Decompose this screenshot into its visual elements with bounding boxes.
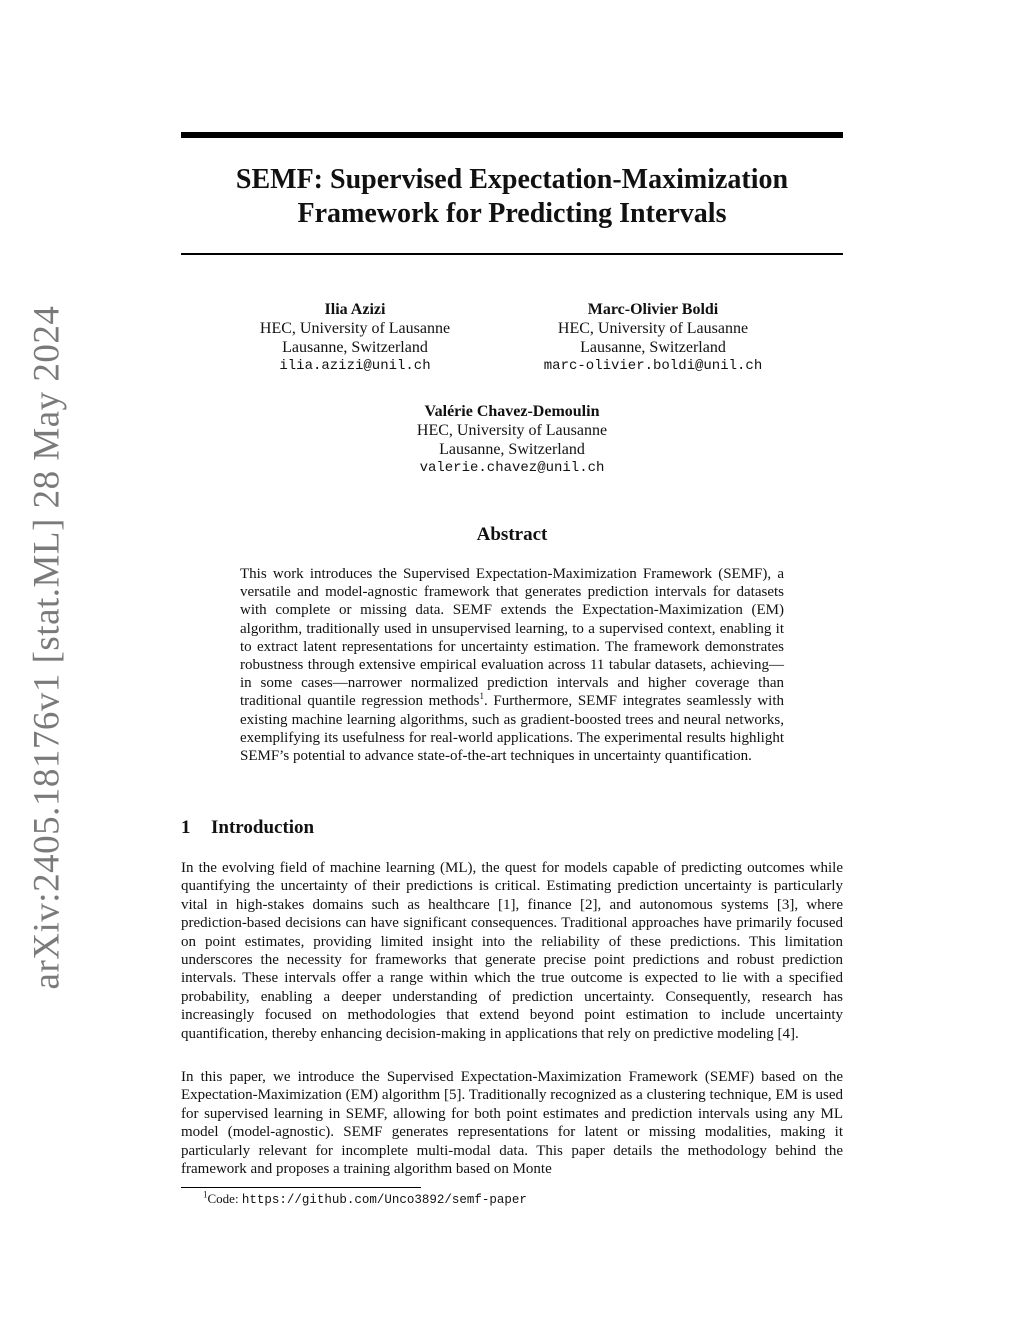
- intro-paragraph-1: In the evolving field of machine learning (ML), the quest for models capable of predicting outcomes while quantifying the uncertainty of their predictions is critical. Estimating prediction uncertainty is particularly vital in high-stakes domains such as healthcare [1], finance [2], and autonomous systems [3], where prediction-based decisions can have significant consequences. Traditional approaches have primarily focused on point estimates, providing limited insight into the reliability of these predictions. This limitation underscores the necessity for frameworks that generate precise point predictions and robust prediction intervals. These intervals offer a range within which the true outcome is expected to lie with a specified probability, enabling a deeper understanding of prediction uncertainty. Consequently, research has increasingly focused on methodologies that extend beyond point estimation to include uncertainty quantification, thereby enhancing decision-making in applications that rely on predictive modeling [4].: [181, 860, 843, 1042]
- section-heading: [181, 817, 314, 839]
- author-block-1: [255, 300, 455, 376]
- author-location: Lausanne, Switzerland: [580, 339, 726, 356]
- author-affiliation: HEC, University of Lausanne: [416, 422, 608, 439]
- abstract-body: [240, 565, 784, 765]
- arxiv-identifier: [20, 305, 74, 990]
- title-line-1: SEMF: Supervised Expectation-Maximization: [235, 164, 789, 195]
- author-name: Valérie Chavez-Demoulin: [424, 403, 600, 420]
- author-location: Lausanne, Switzerland: [439, 441, 585, 458]
- title-line-2: Framework for Predicting Intervals: [297, 198, 727, 229]
- footnote: [203, 1190, 527, 1209]
- section-title: Introduction: [211, 817, 315, 838]
- footnote-code-link[interactable]: https://github.com/Unco3892/semf-paper: [241, 1193, 527, 1207]
- author-affiliation: HEC, University of Lausanne: [259, 320, 451, 337]
- author-name: Ilia Azizi: [324, 301, 386, 318]
- arxiv-identifier-text: arXiv:2405.18176v1 [stat.ML] 28 May 2024: [26, 305, 68, 990]
- author-block-3: [392, 402, 632, 478]
- footnote-mark[interactable]: 1: [479, 691, 484, 702]
- author-affiliation: HEC, University of Lausanne: [557, 320, 749, 337]
- intro-paragraph-2: In this paper, we introduce the Supervised Expectation-Maximization Framework (SEMF) based on the Expectation-Maximization (EM) algorithm [5]. Traditionally recognized as a clustering technique, EM is used for supervised learning in SEMF, allowing for both point estimates and prediction intervals using any ML model (model-agnostic). SEMF generates representations for latent or missing modalities, making it particularly relevant for incomplete multi-modal data. This paper details the methodology behind the framework and proposes a training algorithm based on Monte: [181, 1069, 843, 1178]
- author-block-2: [533, 300, 773, 376]
- footnote-number: 1: [203, 1189, 208, 1200]
- paper-title: [181, 163, 843, 231]
- section-number: 1: [181, 817, 191, 838]
- title-top-rule: [181, 132, 843, 138]
- author-name: Marc-Olivier Boldi: [587, 301, 719, 318]
- abstract-text-part-1: This work introduces the Supervised Expectation-Maximization Framework (SEMF), a versatile and model-agnostic framework that generates prediction intervals for datasets with complete or missing data. SEMF extends the Expectation-Maximization (EM) algorithm, traditionally used in unsupervised learning, to a supervised context, enabling it to extract latent representations for uncertainty estimation. The framework demonstrates robustness through extensive empirical evaluation across 11 tabular datasets, achieving—in some cases—narrower normalized prediction intervals and higher coverage than traditional quantile regression methods: [240, 566, 784, 710]
- footnote-rule: [181, 1187, 421, 1188]
- author-email[interactable]: ilia.azizi@unil.ch: [279, 358, 431, 374]
- abstract-text-part-2: . Furthermore, SEMF integrates seamlessly with existing machine learning algorithms, such as gradient-boosted trees and neural networks, exemplifying its usefulness for real-world applications. The experimental results highlight SEMF’s potential to advance state-of-the-art techniques in uncertainty quantification.: [240, 693, 784, 765]
- author-location: Lausanne, Switzerland: [282, 339, 428, 356]
- abstract-heading: Abstract: [476, 524, 548, 545]
- title-bottom-rule: [181, 253, 843, 255]
- author-email[interactable]: marc-olivier.boldi@unil.ch: [543, 358, 763, 374]
- author-email[interactable]: valerie.chavez@unil.ch: [419, 460, 605, 476]
- footnote-label: Code:: [207, 1191, 242, 1206]
